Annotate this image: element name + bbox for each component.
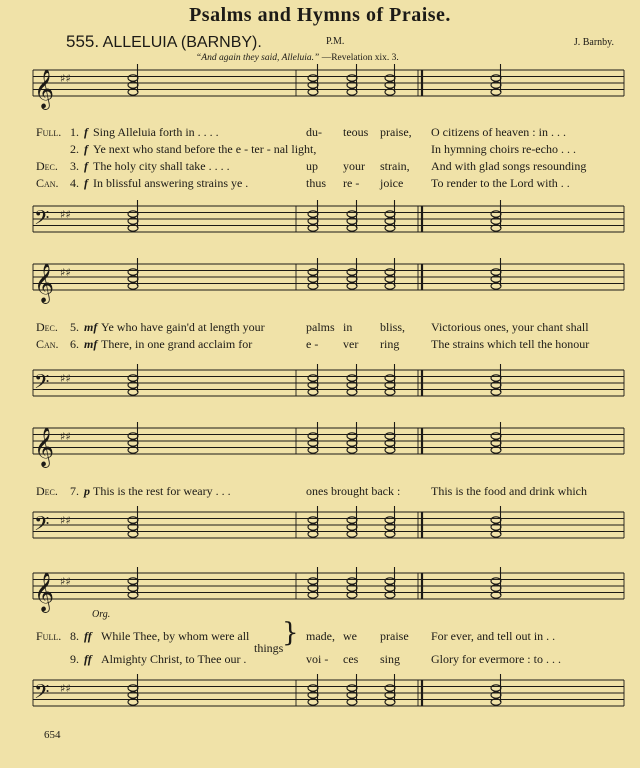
verse-number: 6. — [70, 337, 79, 351]
verse-syllable-c4: To render to the Lord with . . — [431, 176, 570, 190]
verse-syllable-c4: Victorious ones, your chant shall — [431, 320, 589, 334]
verse-syllable-c2: ces — [343, 652, 359, 666]
note-head — [385, 75, 395, 81]
verse-syllable-c4: The strains which tell the honour — [431, 337, 590, 351]
verse-text: This is the rest for weary . . . — [93, 484, 231, 498]
verse-part-label: Full. — [36, 629, 62, 643]
verse-brace: } — [282, 618, 299, 648]
bass-clef: 𝄢 — [34, 206, 50, 234]
verse-number: 5. — [70, 320, 79, 334]
treble-clef: 𝄞 — [34, 427, 55, 467]
verse-line — [36, 484, 636, 500]
key-signature-sharps: ♯♯ — [60, 514, 71, 527]
epigraph-reference: —Revelation xix. 3. — [321, 53, 399, 63]
verse-number: 4. — [70, 176, 79, 190]
key-signature-sharps: ♯♯ — [60, 266, 71, 279]
verse-number: 9. — [70, 652, 79, 666]
verse-syllable-c1: thus — [306, 176, 327, 190]
verse-syllable-c3: praise — [380, 629, 409, 643]
verse-line — [36, 125, 636, 141]
verse-number: 7. — [70, 484, 79, 498]
verse-syllable-c3: praise, — [380, 125, 412, 139]
dynamic-marking: mf — [84, 337, 98, 351]
verse-part-label: Dec. — [36, 484, 58, 498]
verse-syllable-c1: up — [306, 159, 318, 173]
dynamic-marking: f — [84, 159, 88, 173]
verse-syllable-c1: e - — [306, 337, 319, 351]
verse-part-label: Dec. — [36, 159, 58, 173]
note-head — [491, 685, 501, 691]
verse-syllable-c1: voi - — [306, 652, 329, 666]
note-head — [347, 517, 357, 523]
verse-text: Ye who have gain'd at length your — [101, 320, 265, 334]
verse-syllable-c2: in — [343, 320, 353, 334]
note-head — [347, 578, 357, 584]
note-head — [308, 517, 318, 523]
note-head — [347, 375, 357, 381]
key-signature-sharps: ♯♯ — [60, 208, 71, 221]
verse-syllable-c4: In hymning choirs re-echo . . . — [431, 142, 576, 156]
note-head — [385, 375, 395, 381]
verse-syllable-c1: made, — [306, 629, 335, 643]
key-signature-sharps: ♯♯ — [60, 575, 71, 588]
verse-text: While Thee, by whom were all — [101, 629, 250, 643]
verse-number: 2. — [70, 142, 79, 156]
verse-part-label: Can. — [36, 176, 59, 190]
verse-syllable-c3: strain, — [380, 159, 410, 173]
verse-line — [36, 337, 636, 353]
note-head — [491, 433, 501, 439]
note-head — [385, 269, 395, 275]
verse-syllable-c3: joice — [380, 176, 404, 190]
verse-syllable-c2: your — [343, 159, 365, 173]
verse-syllable-c4: This is the food and drink which — [431, 484, 587, 498]
verse-line — [36, 629, 636, 655]
verse-part-label: Full. — [36, 125, 62, 139]
verse-syllable-c1: du- — [306, 125, 322, 139]
verse-syllable-c4: O citizens of heaven : in . . . — [431, 125, 566, 139]
hymn-number: 555. — [66, 32, 100, 51]
bass-clef: 𝄢 — [34, 680, 50, 708]
verse-text: There, in one grand acclaim for — [101, 337, 253, 351]
verse-text: Almighty Christ, to Thee our . — [101, 652, 247, 666]
organ-marking: Org. — [92, 609, 111, 620]
note-head — [347, 211, 357, 217]
verse-text: Sing Alleluia forth in . . . . — [93, 125, 219, 139]
key-signature-sharps: ♯♯ — [60, 430, 71, 443]
verse-part-label: Dec. — [36, 320, 58, 334]
verse-text-continued: things — [254, 641, 284, 655]
note-head — [385, 685, 395, 691]
note-head — [491, 75, 501, 81]
dynamic-marking: f — [84, 176, 88, 190]
verse-text: The holy city shall take . . . . — [93, 159, 230, 173]
bass-clef: 𝄢 — [34, 512, 50, 540]
note-head — [128, 269, 138, 275]
verse-syllable-c1: palms — [306, 320, 335, 334]
note-head — [385, 433, 395, 439]
note-head — [491, 211, 501, 217]
dynamic-marking: f — [84, 142, 88, 156]
verse-syllable-c4: And with glad songs resounding — [431, 159, 587, 173]
note-head — [491, 269, 501, 275]
note-head — [308, 685, 318, 691]
verse-syllable-c4: Glory for evermore : to . . . — [431, 652, 561, 666]
dynamic-marking: f — [84, 125, 88, 139]
note-head — [385, 517, 395, 523]
verse-line — [36, 142, 636, 158]
hymn-meter: P.M. — [326, 36, 345, 47]
verse-text: In blissful answering strains ye . — [93, 176, 249, 190]
note-head — [308, 375, 318, 381]
note-head — [385, 211, 395, 217]
verse-syllable-c4: For ever, and tell out in . . — [431, 629, 556, 643]
note-head — [128, 685, 138, 691]
key-signature-sharps: ♯♯ — [60, 72, 71, 85]
verse-syllable-c2: we — [343, 629, 357, 643]
note-head — [128, 375, 138, 381]
treble-clef: 𝄞 — [34, 69, 55, 109]
verse-number: 3. — [70, 159, 79, 173]
verse-line — [36, 176, 636, 192]
note-head — [128, 517, 138, 523]
note-head — [128, 578, 138, 584]
epigraph-quote: “And again they said, Alleluia.” — [196, 53, 320, 63]
note-head — [491, 517, 501, 523]
dynamic-marking: mf — [84, 320, 98, 334]
note-head — [308, 269, 318, 275]
note-head — [308, 75, 318, 81]
note-head — [128, 433, 138, 439]
page-number: 654 — [44, 729, 61, 741]
running-header: Psalms and Hymns of Praise. — [189, 4, 451, 26]
verse-line — [36, 159, 636, 175]
verse-line — [36, 320, 636, 336]
verse-number: 8. — [70, 629, 79, 643]
verse-number: 1. — [70, 125, 79, 139]
treble-clef: 𝄞 — [34, 263, 55, 303]
note-head — [347, 75, 357, 81]
treble-clef: 𝄞 — [34, 572, 55, 612]
verse-syllable-c1: ones brought back : — [306, 484, 401, 498]
note-head — [128, 211, 138, 217]
verse-part-label: Can. — [36, 337, 59, 351]
verse-syllable-c2: teous — [343, 125, 369, 139]
dynamic-marking: ff — [84, 652, 92, 666]
note-head — [491, 375, 501, 381]
verse-syllable-c2: re - — [343, 176, 360, 190]
key-signature-sharps: ♯♯ — [60, 372, 71, 385]
verse-text: Ye next who stand before the e - ter - nal light, — [93, 142, 317, 156]
note-head — [347, 685, 357, 691]
note-head — [385, 578, 395, 584]
verse-syllable-c3: ring — [380, 337, 400, 351]
key-signature-sharps: ♯♯ — [60, 682, 71, 695]
note-head — [347, 269, 357, 275]
note-head — [491, 578, 501, 584]
verse-syllable-c3: bliss, — [380, 320, 406, 334]
verse-syllable-c2: ver — [343, 337, 359, 351]
note-head — [347, 433, 357, 439]
dynamic-marking: ff — [84, 629, 92, 643]
hymn-composer: J. Barnby. — [573, 37, 614, 48]
note-head — [308, 433, 318, 439]
note-head — [128, 75, 138, 81]
note-head — [308, 578, 318, 584]
hymn-tune-name: ALLELUIA (BARNBY). — [102, 34, 262, 51]
dynamic-marking: p — [84, 484, 90, 498]
bass-clef: 𝄢 — [34, 370, 50, 398]
verse-line — [36, 652, 636, 668]
note-head — [308, 211, 318, 217]
verse-syllable-c3: sing — [380, 652, 401, 666]
